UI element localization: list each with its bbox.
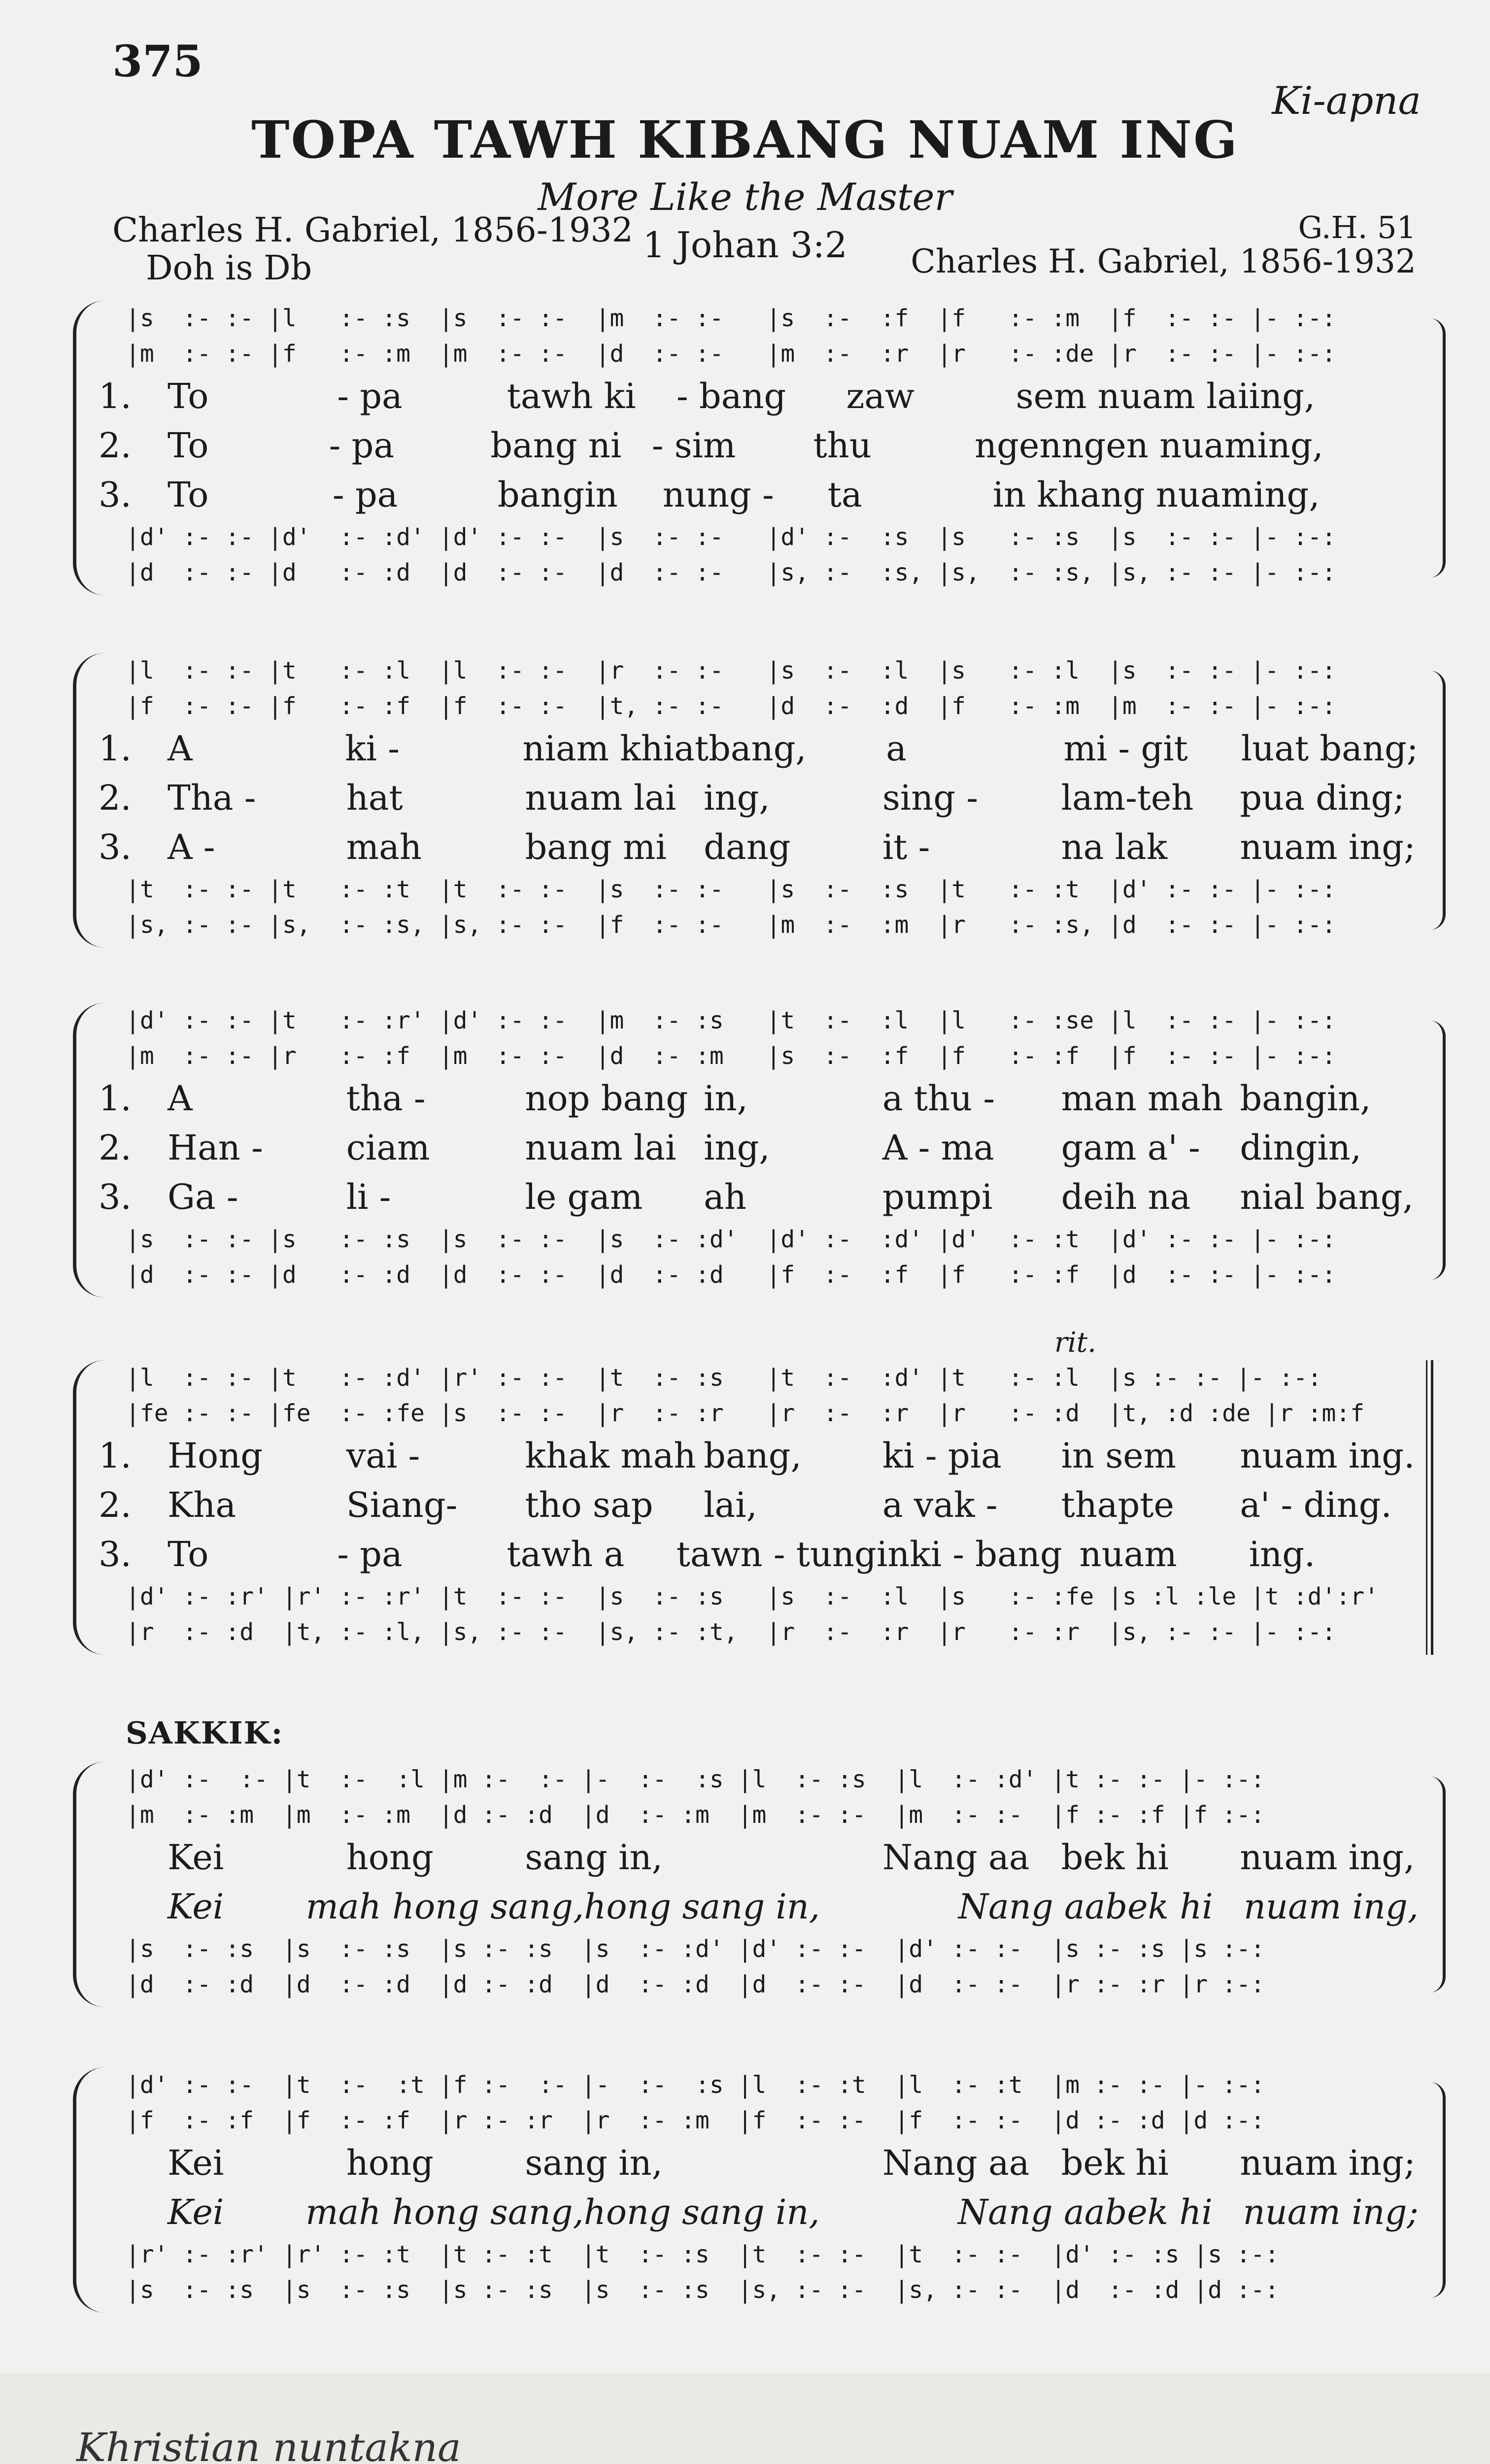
lyric-syllable: Nang aa <box>958 1886 1106 1927</box>
verse-number: 1. <box>99 376 132 416</box>
lyric-syllable: - pa <box>329 425 395 466</box>
lyric-syllable: ki - pia <box>882 1436 1002 1476</box>
verse-number: 2. <box>99 778 132 818</box>
verse-number: 3. <box>99 475 132 515</box>
lyric-line <box>99 1434 1419 1478</box>
solfa-line-lower: |d' :- :- |d' :- :d' |d' :- :- |s :- :- |d' :- :s |s :- :s |s :- :- |- :-: <box>126 523 1336 551</box>
verse-number <box>99 2141 168 2185</box>
system-bracket-right <box>1430 1777 1446 1992</box>
verse-number <box>99 2190 168 2234</box>
lyric-syllable: hong sang in, <box>583 2192 820 2232</box>
chorus-label: SAKKIK: <box>126 1715 284 1751</box>
solfa-line-upper: |l :- :- |t :- :l |l :- :- |r :- :- |s :- :l |s :- :l |s :- :- |- :-: <box>126 657 1336 684</box>
solfa-line-upper: |f :- :- |f :- :f |f :- :- |t, :- :- |d :- :d |f :- :m |m :- :- |- :-: <box>126 692 1336 720</box>
lyric-line <box>99 1483 1419 1527</box>
solfa-line-lower: |d' :- :r' |r' :- :r' |t :- :- |s :- :s |s :- :l |s :- :fe |s :l :le |t :d':r' <box>126 1583 1379 1610</box>
solfa-line-upper: |l :- :- |t :- :d' |r' :- :- |t :- :s |t :- :d' |t :- :l |s :- :- |- :-: <box>126 1364 1322 1392</box>
solfa-line-upper: |m :- :- |f :- :m |m :- :- |d :- :- |m :- :r |r :- :de |r :- :- |- :-: <box>126 340 1336 368</box>
verse-number: 3. <box>99 1534 132 1574</box>
lyric-syllable: bang mi <box>525 827 667 867</box>
lyric-syllable: Nang aa <box>957 2192 1105 2232</box>
lyric-syllable: dingin, <box>1240 1128 1362 1168</box>
lyric-syllable: ing, <box>1249 376 1316 416</box>
lyric-syllable: Ga - <box>168 1177 238 1217</box>
solfa-line-lower: |r :- :d |t, :- :l, |s, :- :- |s, :- :t, |r :- :r |r :- :r |s, :- :- |- :-: <box>126 1618 1336 1646</box>
lyric-syllable: a' - ding. <box>1240 1485 1392 1525</box>
lyric-line <box>99 1884 1419 1929</box>
lyric-syllable: bang ni <box>490 425 622 466</box>
verse-number: 3. <box>99 827 132 867</box>
lyric-line <box>99 2190 1419 2234</box>
verse-number: 3. <box>99 1177 132 1217</box>
lyric-line <box>99 776 1419 820</box>
tune-reference: G.H. 51 <box>1298 209 1416 245</box>
lyric-syllable: vai - <box>346 1436 420 1476</box>
lyric-syllable: bang, <box>704 1436 802 1476</box>
lyric-syllable: zaw <box>846 376 914 416</box>
verse-number <box>99 1884 168 1929</box>
solfa-line-upper: |s :- :- |l :- :s |s :- :- |m :- :- |s :- :f |f :- :m |f :- :- |- :-: <box>126 305 1336 332</box>
lyric-syllable: dang <box>704 827 791 867</box>
lyric-syllable: Kei <box>168 1886 224 1927</box>
music-system <box>0 653 1490 948</box>
lyric-syllable: bek hi <box>1105 2192 1213 2232</box>
lyric-syllable: Hong <box>168 1436 263 1476</box>
page-number: 375 <box>112 35 203 87</box>
hymn-title: TOPA TAWH KIBANG NUAM ING <box>251 109 1239 170</box>
lyric-syllable: nuam ing, <box>1240 1837 1415 1878</box>
lyric-syllable: khak mah <box>525 1436 696 1476</box>
lyric-syllable: a vak - <box>882 1485 998 1525</box>
lyric-syllable: nop bang <box>525 1078 688 1119</box>
lyric-syllable: mah <box>346 827 422 867</box>
solfa-line-lower: |d :- :- |d :- :d |d :- :- |d :- :- |s, :- :s, |s, :- :s, |s, :- :- |- :-: <box>126 559 1336 586</box>
lyric-syllable: Kei <box>168 1837 224 1878</box>
lyric-syllable: deih na <box>1061 1177 1191 1217</box>
lyric-syllable: ciam <box>346 1128 430 1168</box>
verse-number: 1. <box>99 1436 132 1476</box>
lyric-syllable: a thu - <box>882 1078 995 1119</box>
lyric-syllable: ing, <box>704 778 770 818</box>
solfa-line-upper: |fe :- :- |fe :- :fe |s :- :- |r :- :r |r :- :r |r :- :d |t, :d :de |r :m:f <box>126 1400 1365 1427</box>
lyric-line <box>99 825 1419 869</box>
music-system <box>0 1762 1490 2007</box>
solfa-line-upper: |d' :- :- |t :- :l |m :- :- |- :- :s |l :- :s |l :- :d' |t :- :- |- :-: <box>126 1766 1265 1793</box>
lyric-syllable: tawn - tungin <box>676 1534 910 1574</box>
lyric-line <box>99 473 1419 517</box>
lyric-syllable: nung - <box>662 475 774 515</box>
lyric-syllable: Han - <box>168 1128 263 1168</box>
lyric-syllable: To <box>168 475 209 515</box>
system-bracket-right <box>1430 2082 1446 2298</box>
lyric-syllable: ta <box>827 475 862 515</box>
lyric-syllable: Kei <box>168 2192 224 2232</box>
lyric-syllable: nuam lai <box>525 1128 677 1168</box>
lyric-syllable: hong sang in, <box>584 1886 820 1927</box>
lyric-syllable: nial bang, <box>1240 1177 1414 1217</box>
system-bracket-right <box>1430 318 1446 578</box>
verse-number: 1. <box>99 1078 132 1119</box>
verse-number: 2. <box>99 425 132 466</box>
solfa-line-lower: |d :- :- |d :- :d |d :- :- |d :- :d |f :- :f |f :- :f |d :- :- |- :-: <box>126 1261 1336 1289</box>
lyric-syllable: li - <box>346 1177 391 1217</box>
key-signature: Doh is Db <box>146 249 312 288</box>
music-system <box>0 1003 1490 1298</box>
lyric-syllable: bang, <box>709 728 807 769</box>
lyric-syllable: mah hong sang, <box>305 1886 584 1927</box>
lyric-syllable: thu <box>813 425 872 466</box>
lyric-syllable: gam a' - <box>1061 1128 1200 1168</box>
lyric-line <box>99 2141 1419 2185</box>
final-barline <box>1426 1360 1433 1655</box>
lyric-syllable: Nang aa <box>882 1837 1030 1878</box>
music-system <box>0 2067 1490 2313</box>
category-label: Ki-apna <box>1272 79 1421 123</box>
solfa-line-lower: |d :- :d |d :- :d |d :- :d |d :- :d |d :- :- |d :- :- |r :- :r |r :-: <box>126 1971 1265 1998</box>
lyric-line <box>99 1532 1419 1576</box>
lyric-syllable: nuam ing. <box>1240 1436 1415 1476</box>
lyric-syllable: hat <box>346 778 403 818</box>
lyric-line <box>99 1076 1419 1121</box>
solfa-line-lower: |s, :- :- |s, :- :s, |s, :- :- |f :- :- |m :- :m |r :- :s, |d :- :- |- :-: <box>126 911 1336 939</box>
lyric-syllable: - bang <box>676 376 786 416</box>
lyric-syllable: tha - <box>346 1078 426 1119</box>
lyric-syllable: Kei <box>168 2143 224 2183</box>
lyric-syllable: luat bang; <box>1241 728 1419 769</box>
lyric-syllable: lai, <box>704 1485 757 1525</box>
lyric-syllable: A - <box>168 827 215 867</box>
lyric-syllable: ing. <box>1249 1534 1316 1574</box>
lyric-syllable: hong <box>346 2143 434 2183</box>
lyric-syllable: in khang nuam <box>992 475 1254 515</box>
lyric-syllable: bangin, <box>1240 1078 1371 1119</box>
lyric-syllable: - sim <box>651 425 736 466</box>
music-system <box>0 301 1490 595</box>
lyric-syllable: pua ding; <box>1240 778 1405 818</box>
lyric-syllable: nuam <box>1079 1534 1177 1574</box>
lyric-syllable: sang in, <box>525 2143 663 2183</box>
solfa-line-lower: |s :- :s |s :- :s |s :- :s |s :- :d' |d' :- :- |d' :- :- |s :- :s |s :-: <box>126 1935 1265 1963</box>
lyric-syllable: na lak <box>1061 827 1168 867</box>
lyric-line <box>99 1126 1419 1170</box>
lyric-syllable: nuam ing; <box>1243 2192 1419 2232</box>
lyric-syllable: Kha <box>168 1485 237 1525</box>
lyric-syllable: in sem <box>1061 1436 1177 1476</box>
lyricist-credit: Charles H. Gabriel, 1856-1932 <box>112 211 633 250</box>
verse-number <box>99 1835 168 1880</box>
lyric-syllable: mah hong sang, <box>305 2192 584 2232</box>
lyric-line <box>99 374 1419 418</box>
lyric-syllable: nuam ing; <box>1240 827 1416 867</box>
lyric-syllable: man mah <box>1061 1078 1223 1119</box>
lyric-syllable: nuam ing, <box>1243 1886 1419 1927</box>
lyric-syllable: le gam <box>525 1177 643 1217</box>
lyric-syllable <box>820 1884 958 1929</box>
lyric-syllable: ing, <box>1257 425 1323 466</box>
lyric-syllable <box>820 2190 958 2234</box>
lyric-syllable: ki - <box>345 728 400 769</box>
lyric-syllable: hong <box>346 1837 434 1878</box>
lyric-syllable: ing, <box>1253 475 1320 515</box>
lyric-syllable: tawh ki <box>507 376 636 416</box>
lyric-syllable: tawh a <box>507 1534 625 1574</box>
lyric-syllable <box>704 2141 882 2185</box>
lyric-syllable: niam khiat <box>522 728 709 769</box>
lyric-syllable: ing, <box>704 1128 770 1168</box>
solfa-line-lower: |r' :- :r' |r' :- :t |t :- :t |t :- :s |t :- :- |t :- :- |d' :- :s |s :-: <box>126 2241 1279 2268</box>
lyric-syllable: lam-teh <box>1061 778 1194 818</box>
lyric-syllable: mi - git <box>1063 728 1188 769</box>
composer-credit: Charles H. Gabriel, 1856-1932 <box>911 242 1416 280</box>
lyric-syllable: thapte <box>1061 1485 1174 1525</box>
solfa-line-lower: |s :- :- |s :- :s |s :- :- |s :- :d' |d' :- :d' |d' :- :t |d' :- :- |- :-: <box>126 1226 1336 1253</box>
lyric-line <box>99 1175 1419 1219</box>
lyric-line <box>99 1835 1419 1880</box>
section-label: Khristian nuntakna <box>76 2425 461 2464</box>
lyric-syllable: Siang- <box>346 1485 458 1525</box>
lyric-syllable: ah <box>704 1177 746 1217</box>
lyric-syllable: nuam lai <box>525 778 677 818</box>
lyric-syllable: A - ma <box>882 1128 994 1168</box>
solfa-line-upper: |d' :- :- |t :- :r' |d' :- :- |m :- :s |t :- :l |l :- :se |l :- :- |- :-: <box>126 1007 1336 1034</box>
lyric-line <box>99 726 1419 771</box>
lyric-line <box>99 423 1419 468</box>
lyric-syllable: ngenngen nuam <box>975 425 1257 466</box>
solfa-line-upper: |m :- :m |m :- :m |d :- :d |d :- :m |m :- :- |m :- :- |f :- :f |f :-: <box>126 1801 1265 1829</box>
lyric-syllable: tho sap <box>525 1485 653 1525</box>
scripture-reference: 1 Johan 3:2 <box>643 224 847 266</box>
ritardando-mark: rit. <box>1054 1327 1096 1359</box>
lyric-syllable: it - <box>882 827 930 867</box>
lyric-syllable: bangin <box>497 475 618 515</box>
hymn-subtitle: More Like the Master <box>538 175 952 219</box>
lyric-syllable: sing - <box>882 778 978 818</box>
lyric-syllable: bek hi <box>1061 2143 1169 2183</box>
verse-number: 2. <box>99 1485 132 1525</box>
lyric-syllable: ki - bang <box>910 1534 1062 1574</box>
solfa-line-upper: |d' :- :- |t :- :t |f :- :- |- :- :s |l :- :t |l :- :t |m :- :- |- :-: <box>126 2071 1265 2099</box>
lyric-syllable: A <box>168 1078 193 1119</box>
solfa-line-upper: |m :- :- |r :- :f |m :- :- |d :- :m |s :- :f |f :- :f |f :- :- |- :-: <box>126 1042 1336 1070</box>
lyric-syllable: Nang aa <box>882 2143 1030 2183</box>
system-bracket-right <box>1430 1021 1446 1280</box>
lyric-syllable: sang in, <box>525 1837 663 1878</box>
lyric-syllable: nuam ing; <box>1240 2143 1416 2183</box>
solfa-line-lower: |s :- :s |s :- :s |s :- :s |s :- :s |s, :- :- |s, :- :- |d :- :d |d :-: <box>126 2276 1279 2304</box>
system-bracket-right <box>1430 671 1446 930</box>
lyric-syllable: sem nuam lai <box>1016 376 1249 416</box>
solfa-line-upper: |f :- :f |f :- :f |r :- :r |r :- :m |f :- :- |f :- :- |d :- :d |d :-: <box>126 2107 1265 2134</box>
lyric-syllable: To <box>168 425 209 466</box>
lyric-syllable: bek hi <box>1105 1886 1213 1927</box>
verse-number: 2. <box>99 1128 132 1168</box>
lyric-syllable: Tha - <box>168 778 256 818</box>
lyric-syllable: To <box>168 376 209 416</box>
lyric-syllable: a <box>886 728 907 769</box>
lyric-syllable: in, <box>704 1078 748 1119</box>
lyric-syllable: - pa <box>337 1534 403 1574</box>
solfa-line-lower: |t :- :- |t :- :t |t :- :- |s :- :- |s :- :s |t :- :t |d' :- :- |- :-: <box>126 876 1336 903</box>
lyric-syllable: pumpi <box>882 1177 993 1217</box>
lyric-syllable: - pa <box>337 376 403 416</box>
lyric-syllable: - pa <box>332 475 398 515</box>
lyric-syllable: bek hi <box>1061 1837 1169 1878</box>
lyric-syllable: A <box>168 728 193 769</box>
verse-number: 1. <box>99 728 132 769</box>
lyric-syllable: To <box>168 1534 209 1574</box>
music-system <box>0 1327 1490 1655</box>
lyric-syllable <box>704 1835 882 1880</box>
